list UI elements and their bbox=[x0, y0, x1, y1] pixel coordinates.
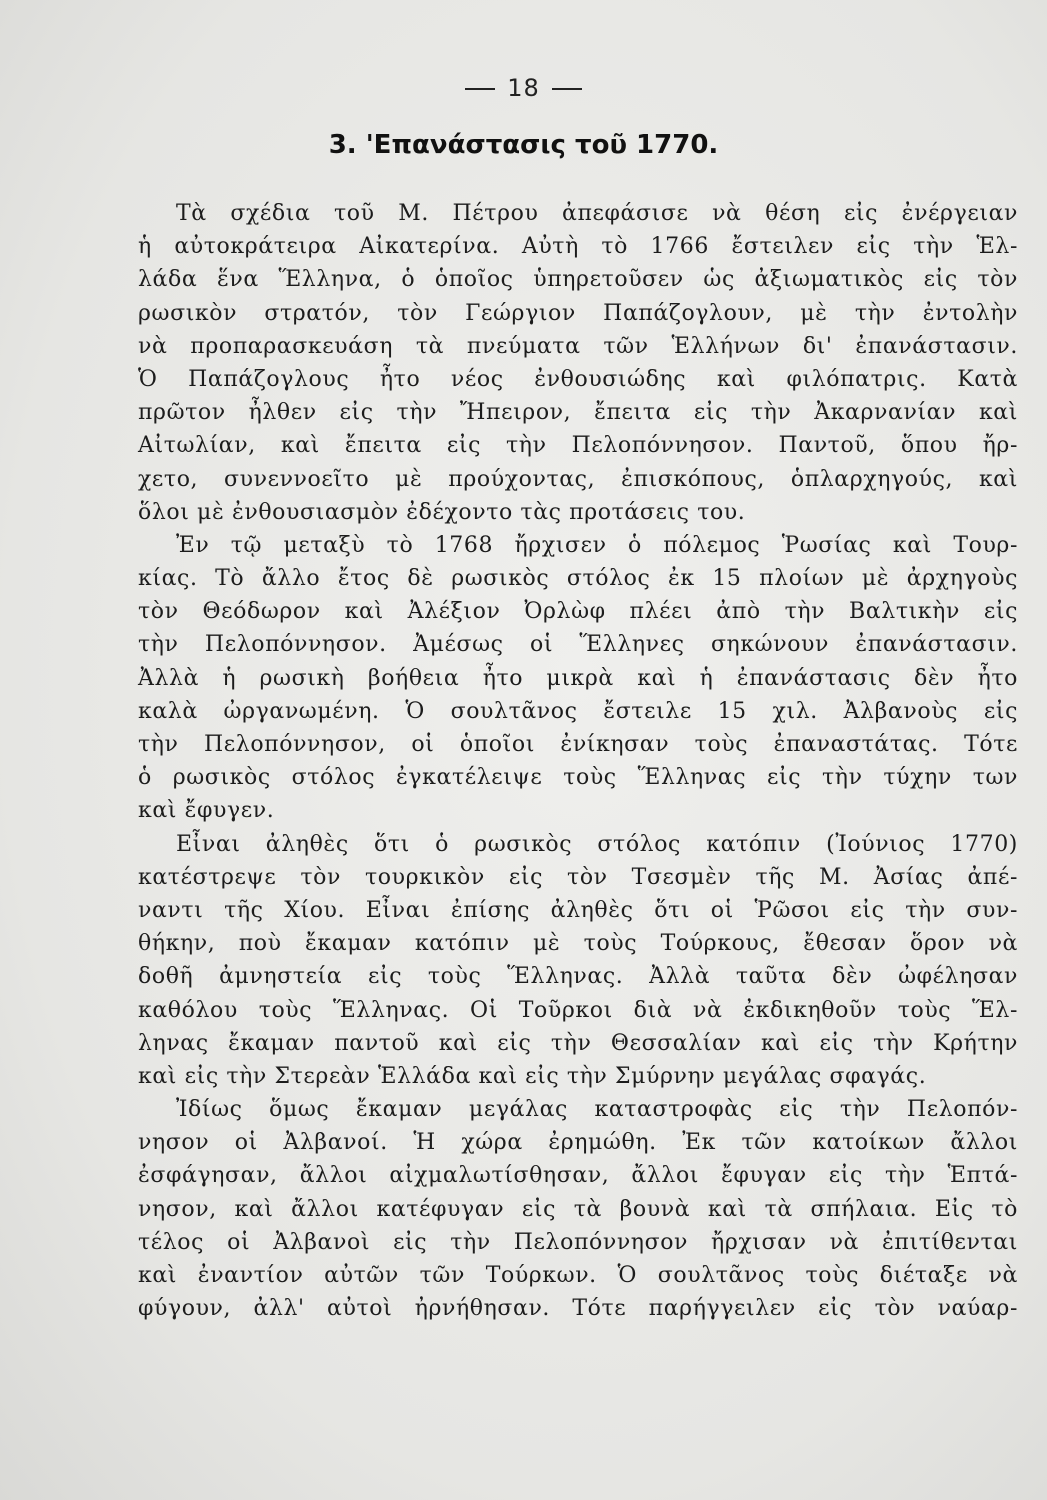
text-line: τέλος οἱ Ἀλβανοὶ εἰς τὴν Πελοπόννησον ἤρχισαν νὰ ἐπιτίθενται bbox=[138, 1229, 1018, 1255]
text-line: Ὁ Παπάζογλους ἦτο νέος ἐνθουσιώδης καὶ φιλόπατρις. Κατὰ bbox=[138, 366, 1018, 392]
text-line: ληνας ἔκαμαν παντοῦ καὶ εἰς τὴν Θεσσαλίαν καὶ εἰς τὴν Κρήτην bbox=[138, 1030, 1018, 1056]
page-number bbox=[0, 74, 1047, 102]
text-line: ἡ αὐτοκράτειρα Αἰκατερίνα. Αὐτὴ τὸ 1766 ἔστειλεν εἰς τὴν Ἑλ- bbox=[138, 234, 1018, 260]
text-line: δοθῆ ἀμνηστεία εἰς τοὺς Ἕλληνας. Ἀλλὰ ταῦτα δὲν ὠφέλησαν bbox=[138, 964, 1018, 990]
body-text bbox=[138, 197, 1018, 1325]
text-line: ὅλοι μὲ ἐνθουσιασμὸν ἐδέχοντο τὰς προτάσεις του. bbox=[138, 499, 746, 525]
text-line: Ἰδίως ὅμως ἔκαμαν μεγάλας καταστροφὰς εἰς τὴν Πελοπόν- bbox=[176, 1097, 1018, 1123]
text-line: ὁ ρωσικὸς στόλος ἐγκατέλειψε τοὺς Ἕλληνας εἰς τὴν τύχην των bbox=[138, 765, 1018, 791]
text-line: φύγουν, ἀλλ' αὐτοὶ ἠρνήθησαν. Τότε παρήγγειλεν εἰς τὸν ναύαρ- bbox=[138, 1296, 1018, 1322]
text-line: νὰ προπαρασκευάση τὰ πνεύματα τῶν Ἑλλήνων δι' ἐπανάστασιν. bbox=[138, 333, 1018, 359]
text-line: χετο, συνεννοεῖτο μὲ προύχοντας, ἐπισκόπους, ὁπλαρχηγούς, καὶ bbox=[138, 466, 1018, 492]
text-line: τὴν Πελοπόννησον, οἱ ὁποῖοι ἐνίκησαν τοὺς ἐπαναστάτας. Τότε bbox=[138, 732, 1018, 757]
text-line: ἐσφάγησαν, ἄλλοι αἰχμαλωτίσθησαν, ἄλλοι ἔφυγαν εἰς τὴν Ἑπτά- bbox=[138, 1163, 1018, 1189]
text-line: κατέστρεψε τὸν τουρκικὸν εἰς τὸν Τσεσμὲν τῆς Μ. Ἀσίας ἀπέ- bbox=[138, 864, 1018, 890]
text-line: τὸν Θεόδωρον καὶ Ἀλέξιον Ὀρλὼφ πλέει ἀπὸ τὴν Βαλτικὴν εἰς bbox=[138, 599, 1018, 625]
page-number-value: 18 bbox=[507, 74, 540, 102]
text-line: καὶ ἐναντίον αὐτῶν τῶν Τούρκων. Ὁ σουλτᾶνος τοὺς διέταξε νὰ bbox=[138, 1263, 1018, 1288]
text-line: Αἰτωλίαν, καὶ ἔπειτα εἰς τὴν Πελοπόννησον. Παντοῦ, ὅπου ἤρ- bbox=[138, 433, 1018, 459]
text-line: λάδα ἕνα Ἕλληνα, ὁ ὁποῖος ὑπηρετοῦσεν ὡς ἀξιωματικὸς εἰς τὸν bbox=[138, 267, 1018, 293]
text-line: νησον οἱ Ἀλβανοί. Ἡ χώρα ἐρημώθη. Ἐκ τῶν κατοίκων ἄλλοι bbox=[138, 1130, 1018, 1156]
text-line: ρωσικὸν στρατόν, τὸν Γεώργιον Παπάζογλουν, μὲ τὴν ἐντολὴν bbox=[138, 300, 1018, 326]
dash-right bbox=[552, 88, 582, 90]
text-line: καὶ εἰς τὴν Στερεὰν Ἑλλάδα καὶ εἰς τὴν Σμύρνην μεγάλας σφαγάς. bbox=[138, 1063, 927, 1089]
text-line: πρῶτον ἦλθεν εἰς τὴν Ἤπειρον, ἔπειτα εἰς τὴν Ἀκαρνανίαν καὶ bbox=[138, 400, 1018, 426]
text-line: καθόλου τοὺς Ἕλληνας. Οἱ Τοῦρκοι διὰ νὰ ἐκδικηθοῦν τοὺς Ἕλ- bbox=[138, 997, 1018, 1023]
text-line: καὶ ἔφυγεν. bbox=[138, 798, 275, 824]
text-line: νησον, καὶ ἄλλοι κατέφυγαν εἰς τὰ βουνὰ καὶ τὰ σπήλαια. Εἰς τὸ bbox=[138, 1196, 1018, 1222]
text-line: Ἐν τῷ μεταξὺ τὸ 1768 ἤρχισεν ὁ πόλεμος Ῥωσίας καὶ Τουρ- bbox=[176, 532, 1018, 558]
text-line: τὴν Πελοπόννησον. Ἀμέσως οἱ Ἕλληνες σηκώνουν ἐπανάστασιν. bbox=[138, 632, 1018, 658]
text-line: Ἀλλὰ ἡ ρωσικὴ βοήθεια ἦτο μικρὰ καὶ ἡ ἐπανάστασις δὲν ἦτο bbox=[138, 665, 1018, 691]
text-line: θήκην, ποὺ ἔκαμαν κατόπιν μὲ τοὺς Τούρκους, ἔθεσαν ὅρον νὰ bbox=[138, 931, 1018, 957]
text-line: ναντι τῆς Χίου. Εἶναι ἐπίσης ἀληθὲς ὅτι οἱ Ῥῶσοι εἰς τὴν συν- bbox=[138, 897, 1018, 923]
text-line: κίας. Τὸ ἄλλο ἔτος δὲ ρωσικὸς στόλος ἐκ 15 πλοίων μὲ ἀρχηγοὺς bbox=[138, 566, 1018, 592]
text-line: Τὰ σχέδια τοῦ Μ. Πέτρου ἀπεφάσισε νὰ θέση εἰς ἐνέργειαν bbox=[176, 201, 1018, 226]
dash-left bbox=[465, 88, 495, 90]
section-heading: 3. 'Επανάστασις τοῦ 1770. bbox=[328, 130, 719, 160]
text-line: Εἶναι ἀληθὲς ὅτι ὁ ρωσικὸς στόλος κατόπιν (Ἰούνιος 1770) bbox=[176, 831, 1018, 857]
text-line: καλὰ ὠργανωμένη. Ὁ σουλτᾶνος ἔστειλε 15 χιλ. Ἀλβανοὺς εἰς bbox=[138, 698, 1018, 724]
